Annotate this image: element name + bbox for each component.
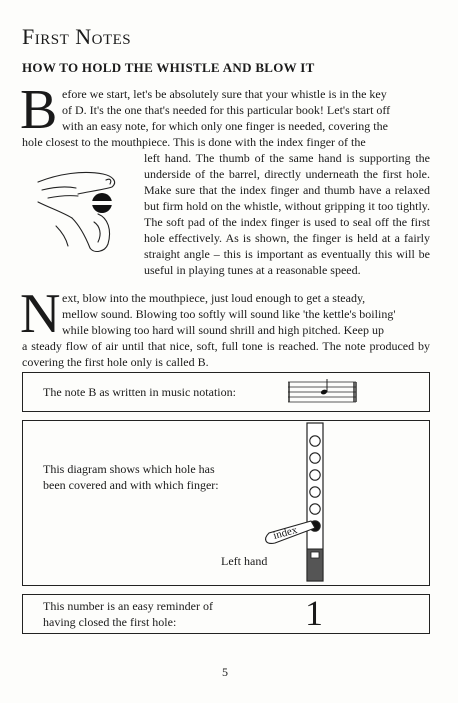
finger-label-index: index [271,524,299,542]
section-subtitle: HOW TO HOLD THE WHISTLE AND BLOW IT [22,60,315,75]
intro-line-2: of D. It's the one that's needed for this particular book! Let's start off [62,103,391,117]
number-reminder-box [22,594,430,634]
intro-dropcap: B [20,79,58,141]
intro-line-1: efore we start, let's be absolutely sure that your whistle is in the key [62,87,387,101]
diagram-caption-line-1: This diagram shows which hole has [43,462,215,476]
open-hole [310,487,320,497]
hand-label: Left hand [221,554,268,568]
open-hole [310,470,320,480]
second-rest-text: a steady flow of air until that nice, soft, full tone is reached. The note produced by covering the first hole only is called B. [22,339,430,369]
music-staff-note-b [288,379,358,405]
page-number: 5 [222,665,228,679]
intro-wrap-text: left hand. The thumb of the same hand is supporting the underside of the barrel, directly underneath the first hole. Make sure that the index finger and thumb have a relaxed but firm hold on the whistle, without gripping it too tightly. The soft pad of the index finger is used to seal off the first hole effectively. As is shown, the finger is held at a fairly straight angle – this is important as eventually this will be useful in playing tunes at a reasonable speed. [144,151,430,277]
open-hole [310,436,320,446]
hole-number: 1 [305,593,323,633]
fingering-diagram-box [22,420,430,586]
hand-holding-whistle-illustration [28,160,133,260]
notation-box [22,372,430,412]
page-title: First Notes [22,24,132,49]
intro-line-3: with an easy note, for which only one finger is needed, covering the [62,119,388,133]
second-line-2: mellow sound. Blowing too softly will sound like 'the kettle's boiling' [62,307,396,321]
second-line-3: while blowing too hard will sound shrill and high pitched. Keep up [62,323,384,337]
open-hole [310,453,320,463]
intro-line-4: hole closest to the mouthpiece. This is done with the index finger of the [22,135,366,149]
second-dropcap: N [20,283,61,345]
diagram-caption-line-2: been covered and with which finger: [43,478,219,492]
second-line-1: ext, blow into the mouthpiece, just loud enough to get a steady, [62,291,366,305]
notation-caption: The note B as written in music notation: [43,385,236,399]
number-caption-line-2: having closed the first hole: [43,615,177,629]
open-hole [310,504,320,514]
number-caption-line-1: This number is an easy reminder of [43,599,213,613]
